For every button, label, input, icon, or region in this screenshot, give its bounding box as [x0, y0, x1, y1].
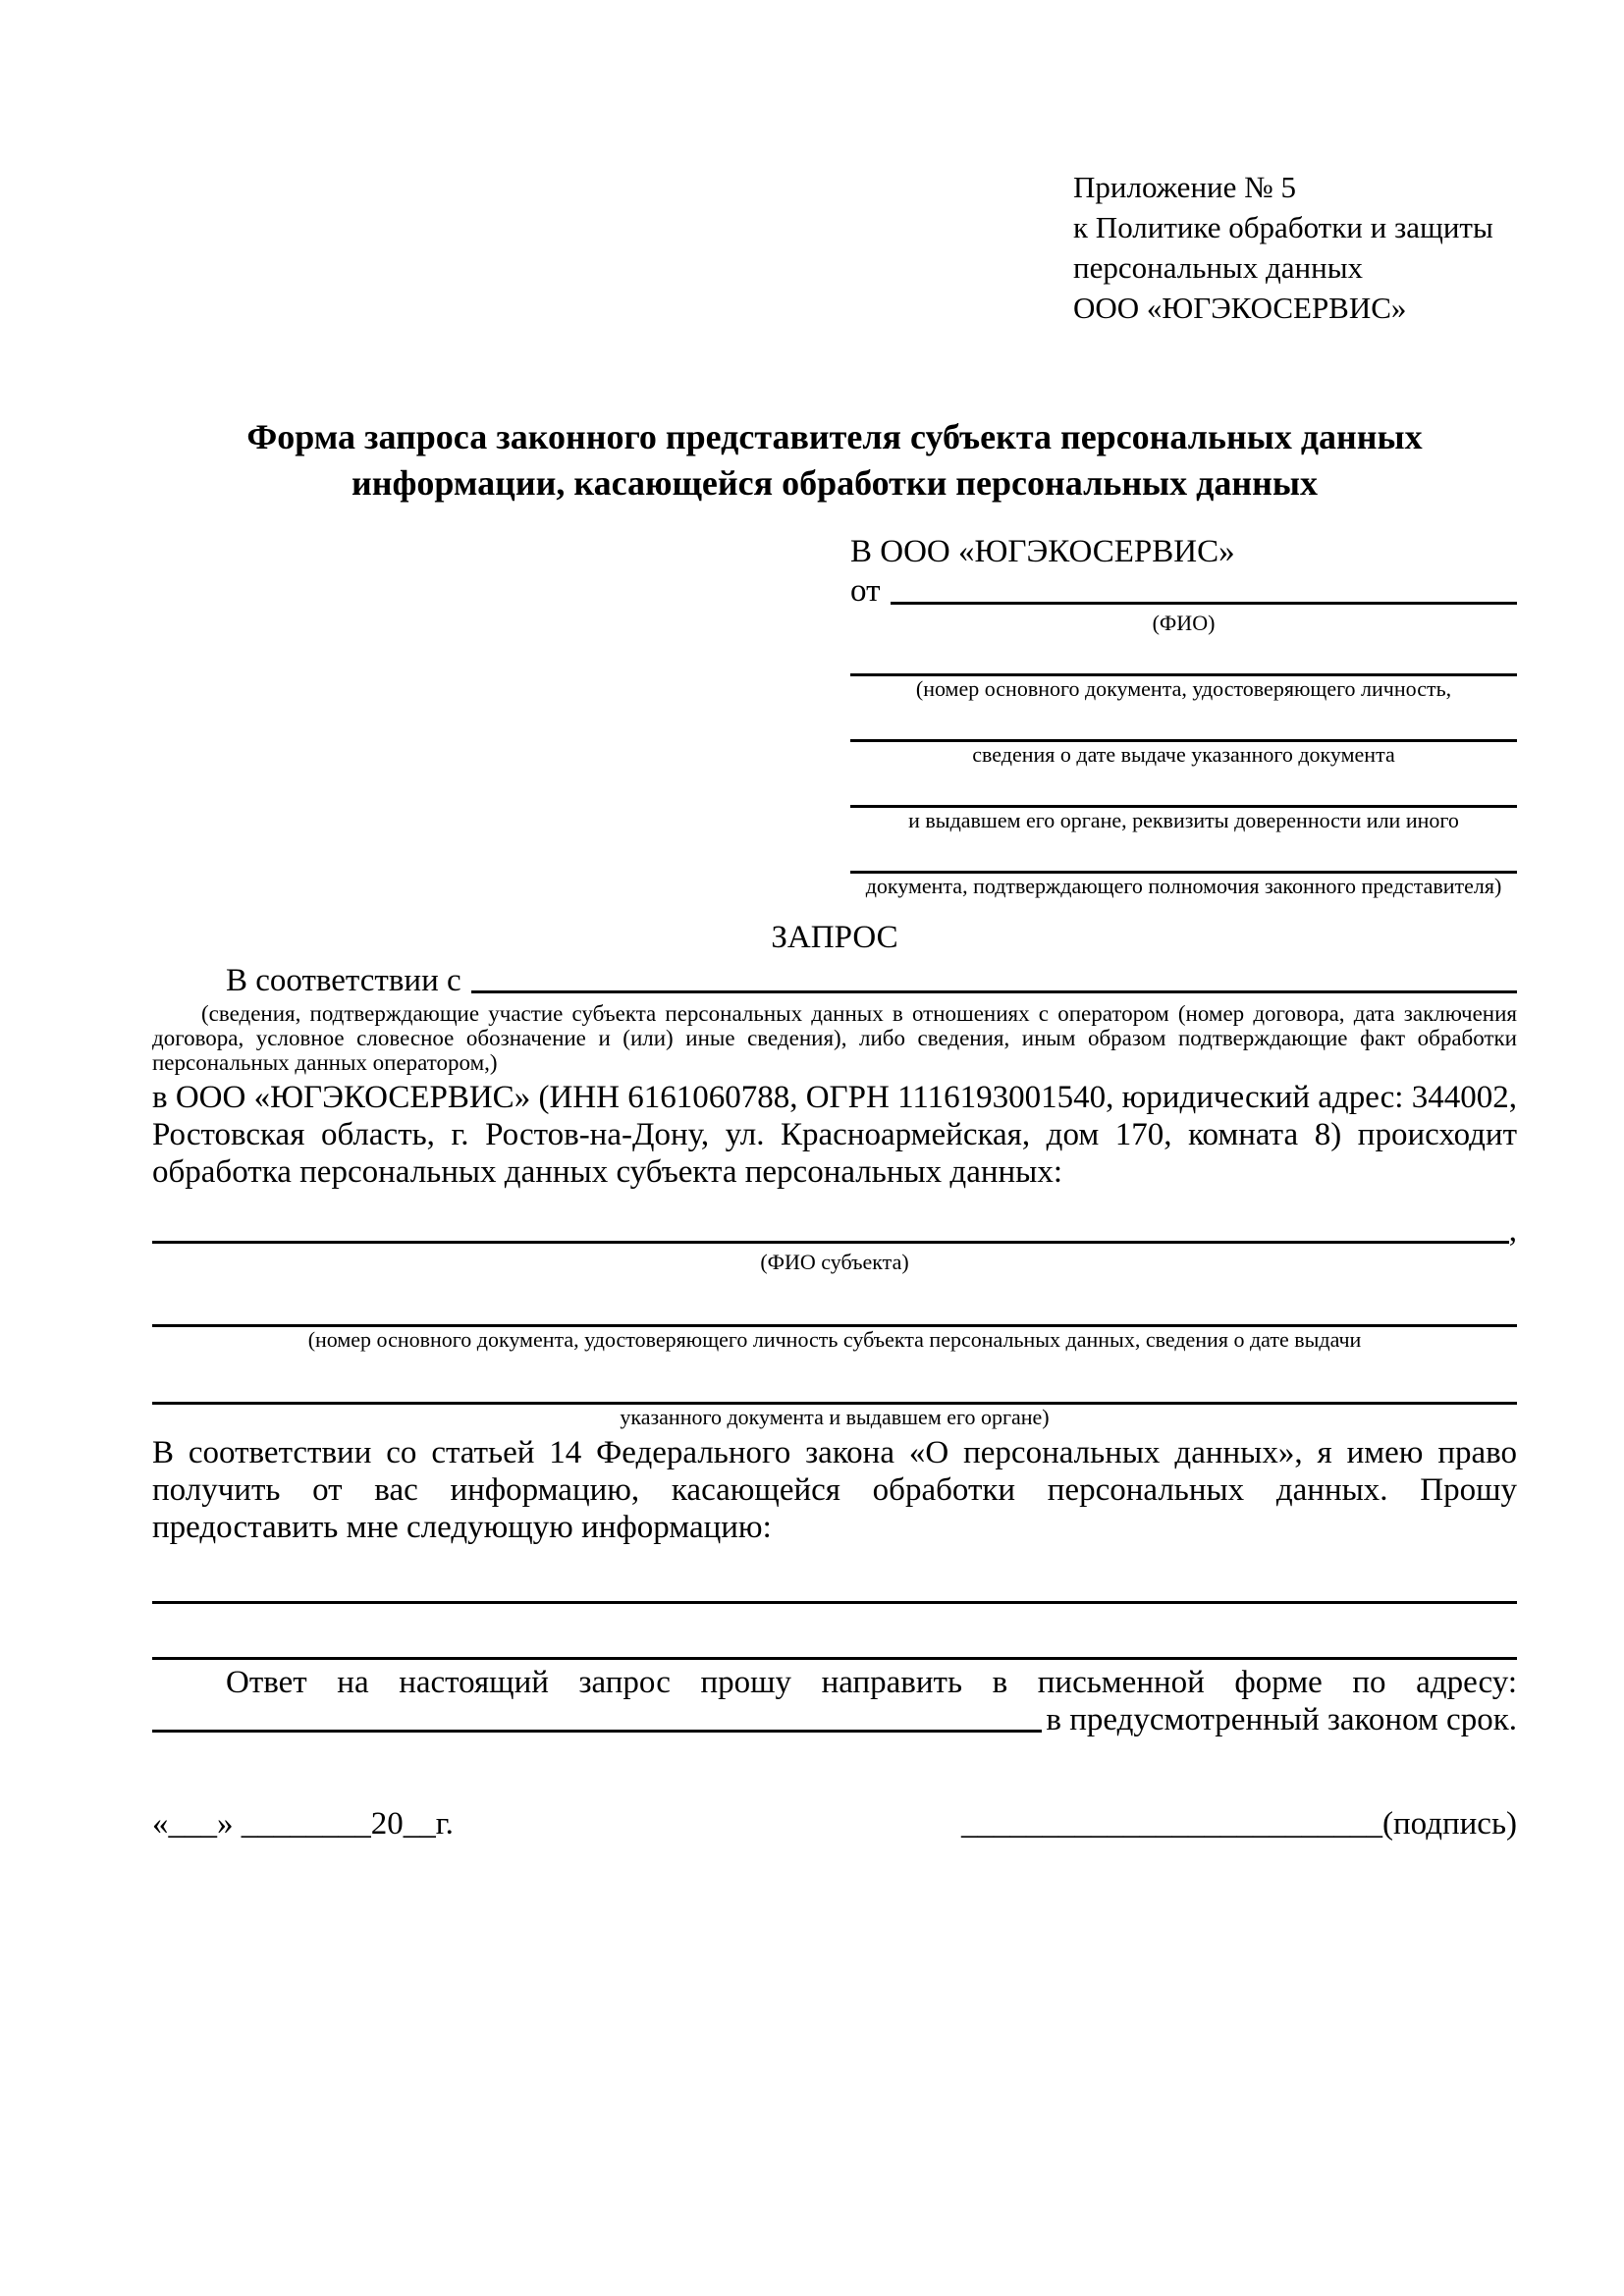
reply-tail: в предусмотренный законом срок. [1046, 1702, 1517, 1737]
subject-fio-caption: (ФИО субъекта) [760, 1250, 909, 1274]
signature-caption: (подпись) [1382, 1806, 1517, 1842]
from-label: от [850, 573, 881, 609]
fio-caption: (ФИО) [1152, 611, 1216, 635]
request-heading: ЗАПРОС [771, 920, 898, 955]
addressee-field-3 [850, 781, 1517, 833]
intro-row [152, 962, 1517, 999]
appendix-header-line-1: Приложение № 5 [1073, 170, 1296, 204]
signature-group [961, 1805, 1517, 1842]
appendix-header-line-3: персональных данных [1073, 250, 1364, 285]
intro-note: (сведения, подтверждающие участие субъекта персональных данных в отношениях с оператором (номер договора, дата заключения договора, условное словесное обозначение и (или) иные сведения), либо сведения, иным образом подтверждающие факт обработки персональных данных оператором,) [152, 1001, 1517, 1075]
form-title [152, 414, 1517, 507]
info-blank-line-1 [152, 1570, 1517, 1604]
blank-line [850, 781, 1517, 808]
addressee-field-2 [850, 716, 1517, 768]
reply-paragraph: Ответ на настоящий запрос прошу направить в письменной форме по адресу: [226, 1665, 1517, 1700]
signature-row [152, 1805, 1517, 1842]
subject-doc-caption-1: (номер основного документа, удостоверяющего личность субъекта персональных данных, сведения о дате выдачи [307, 1327, 1362, 1352]
intro-label: В соответствии с [226, 963, 461, 998]
blank-line [152, 1378, 1517, 1405]
addressee-block [850, 532, 1517, 899]
reply-address-blank-line [152, 1701, 1042, 1733]
addressee-from-row [850, 571, 1517, 611]
reply-address-row [152, 1701, 1517, 1738]
trailing-comma: , [1508, 1213, 1517, 1249]
field-caption: сведения о дате выдаче указанного документа [972, 742, 1395, 767]
field-caption: (номер основного документа, удостоверяющего личность, [915, 676, 1452, 701]
from-blank-line [891, 571, 1518, 605]
blank-line [850, 716, 1517, 742]
field-caption: документа, подтверждающего полномочия законного представителя) [865, 874, 1502, 898]
addressee-field-4 [850, 847, 1517, 899]
form-title-line-1: Форма запроса законного представителя субъекта персональных данных [246, 417, 1423, 456]
subject-fio-row [152, 1212, 1517, 1250]
appendix-header-line-4: ООО «ЮГЭКОСЕРВИС» [1073, 291, 1407, 325]
subject-doc-caption-2: указанного документа и выдавшем его органе) [620, 1405, 1050, 1429]
field-caption: и выдавшем его органе, реквизиты доверенности или иного [908, 808, 1459, 832]
subject-fio-field [152, 1212, 1517, 1275]
addressee-field-1 [850, 650, 1517, 702]
subject-doc-field-1 [152, 1301, 1517, 1353]
date-line: «___» ________20__г. [152, 1806, 454, 1842]
signature-blank-line: __________________________ [961, 1806, 1382, 1842]
intro-blank-line [471, 962, 1517, 993]
operator-paragraph: в ООО «ЮГЭКОСЕРВИС» (ИНН 6161060788, ОГРН 1116193001540, юридический адрес: 344002, Ростовская область, г. Ростов-на-Дону, ул. Красноармейская, дом 170, комната 8) происходит обработка персональных данных субъекта персональных данных: [152, 1080, 1517, 1190]
appendix-header [1073, 167, 1517, 328]
blank-line [850, 650, 1517, 676]
addressee-to: В ООО «ЮГЭКОСЕРВИС» [850, 534, 1235, 569]
blank-line [850, 847, 1517, 874]
form-title-line-2: информации, касающейся обработки персональных данных [352, 463, 1318, 503]
law-paragraph: В соответствии со статьей 14 Федерального закона «О персональных данных», я имею право получить от вас информацию, касающейся обработки персональных данных. Прошу предоставить мне следующую информацию: [152, 1435, 1517, 1545]
blank-line [152, 1301, 1517, 1327]
appendix-header-line-2: к Политике обработки и защиты [1073, 210, 1493, 244]
info-blank-line-2 [152, 1626, 1517, 1660]
subject-doc-field-2 [152, 1378, 1517, 1430]
subject-fio-blank-line [152, 1212, 1509, 1244]
